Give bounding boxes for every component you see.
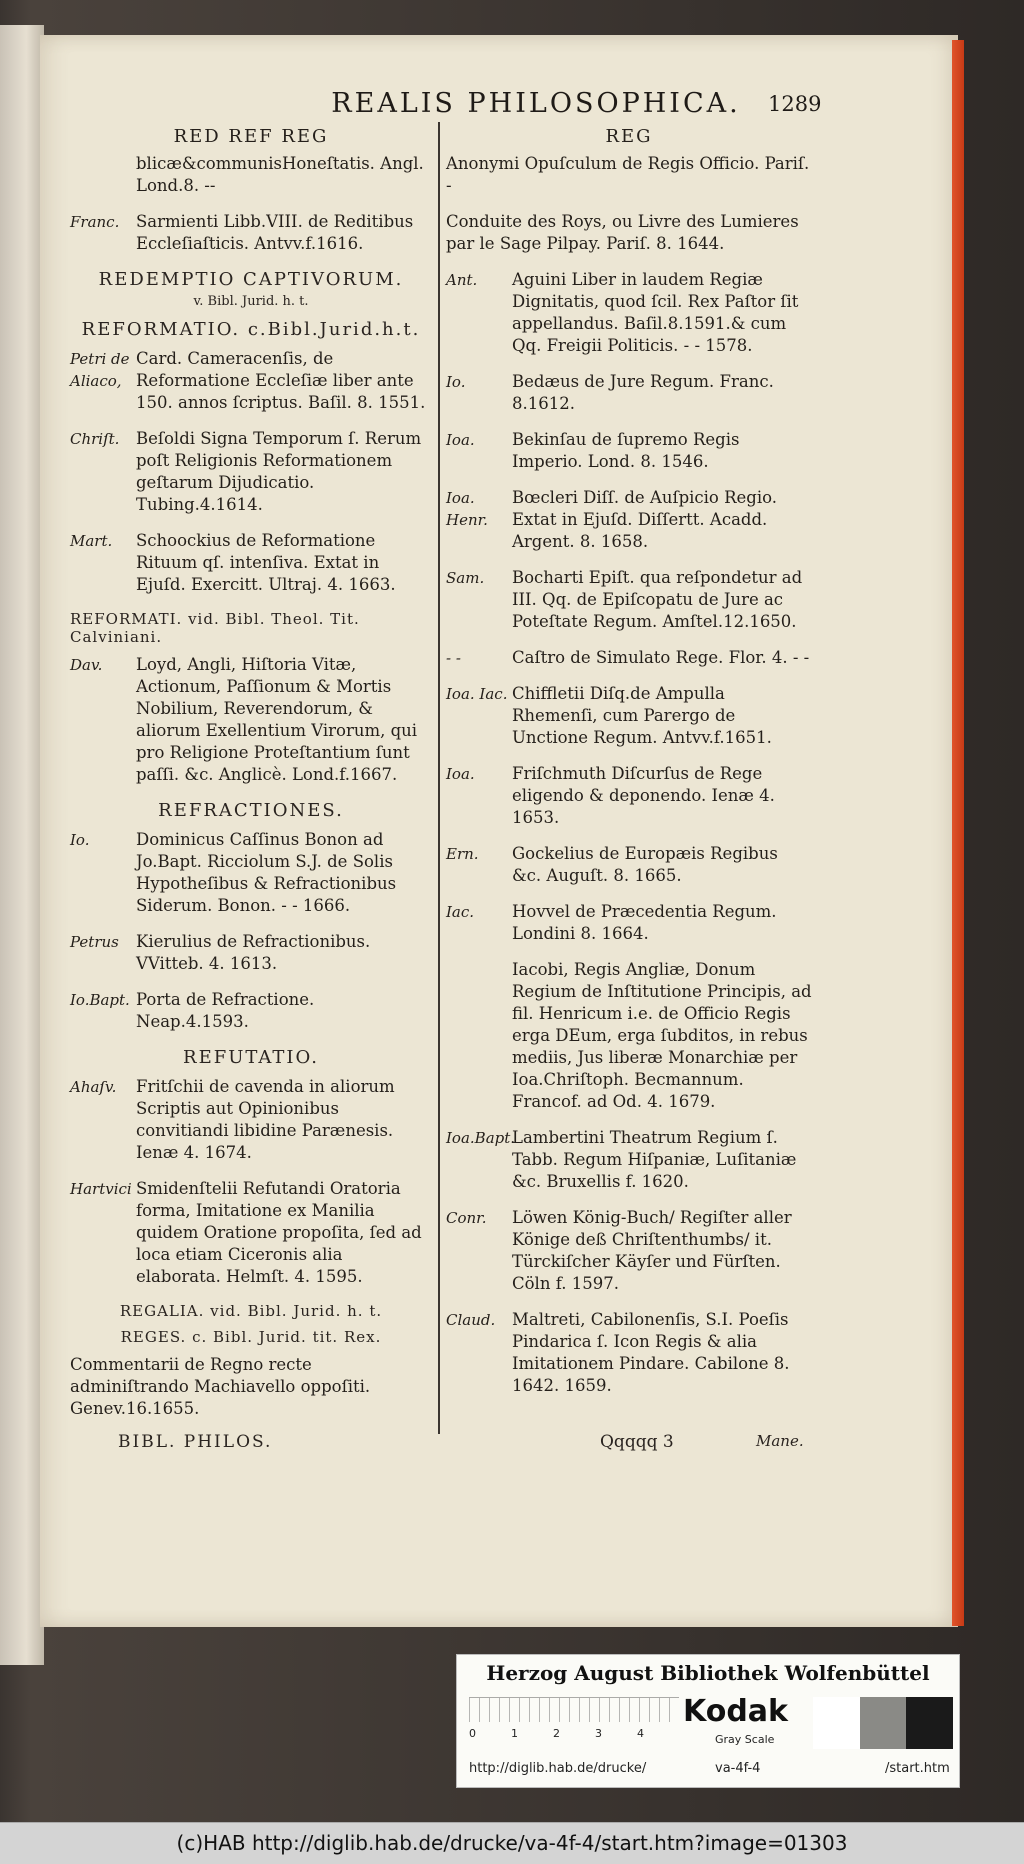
section-heading: REGES. c. Bibl. Jurid. tit. Rex.	[120, 1328, 382, 1346]
page-number: 1289	[768, 92, 822, 116]
bib-entry	[446, 567, 812, 633]
bib-entry	[446, 763, 812, 829]
bib-entry	[70, 931, 432, 975]
entry-text: Hovvel de Præcedentia Regum. Londini 8. 1664.	[512, 902, 777, 943]
section-heading: REFORMATI. vid. Bibl. Theol. Tit. Calviniani.	[70, 610, 360, 646]
gray-swatches	[813, 1697, 953, 1749]
entry-text: Maltreti, Cabilonenſis, S.I. Poeſis Pindarica ſ. Icon Regis & alia Imitationem Pindare. Cabilone 8. 1642. 1659.	[512, 1310, 790, 1395]
bib-entry	[70, 1178, 432, 1288]
section-subheading: v. Bibl. Jurid. h. t.	[193, 294, 309, 309]
section-heading: REGALIA. vid. Bibl. Jurid. h. t.	[119, 1302, 383, 1320]
entry-label: Hartvici	[70, 1180, 132, 1198]
ruler-number: 3	[595, 1727, 602, 1740]
entry-label: Ioa.	[446, 431, 475, 449]
bib-entry	[446, 1309, 812, 1397]
entry-text: Loyd, Angli, Hiſtoria Vitæ, Actionum, Paſſionum & Mortis Nobilium, Reverendorum, & aliorum Exellentium Virorum, qui pro Religione Proteſtantium ſunt paſſi. &c. Anglicè. Lond.f.1667.	[136, 655, 418, 784]
bib-entry	[446, 487, 812, 553]
catchword: Mane.	[756, 1432, 804, 1450]
entry-label: Io.Bapt.	[70, 991, 130, 1009]
section-heading: REDEMPTIO CAPTIVORUM.	[98, 269, 404, 290]
entry-text: Schoockius de Reformatione Rituum qſ. intenſiva. Extat in Ejuſd. Exercitt. Ultraj. 4. 1663.	[136, 531, 396, 594]
bib-entry	[446, 1207, 812, 1295]
entry-text: Dominicus Caſſinus Bonon ad Jo.Bapt. Ricciolum S.J. de Solis Hypotheſibus & Refractionibus Siderum. Bonon. - - 1666.	[136, 830, 397, 915]
section-heading: REFUTATIO.	[183, 1047, 319, 1068]
entry-label: Ioa. Iac.	[446, 685, 508, 703]
entry-label: Petri de Aliaco,	[70, 350, 130, 390]
bib-entry	[70, 989, 432, 1033]
bib-entry	[446, 647, 812, 669]
entry-label: Io.	[70, 831, 90, 849]
entry-label: Claud.	[446, 1311, 496, 1329]
bib-entry: Conduite des Roys, ou Livre des Lumieres par le Sage Pilpay. Pariſ. 8. 1644.	[446, 212, 799, 253]
entry-text: Chiffletii Diſq.de Ampulla Rhemenſi, cum Parergo de Unctione Regum. Antvv.f.1651.	[512, 684, 772, 747]
entry-label: Io.	[446, 373, 466, 391]
entry-label: Mart.	[70, 532, 113, 550]
ruler-number: 4	[637, 1727, 644, 1740]
entry-text: Bekinſau de ſupremo Regis Imperio. Lond. 8. 1546.	[512, 430, 740, 471]
bib-entry: Commentarii de Regno recte adminiſtrando Machiavello oppoſiti. Genev.16.1655.	[70, 1355, 371, 1418]
bib-entry	[70, 428, 432, 516]
red-page-edge	[952, 40, 964, 1626]
entry-text: Bœcleri Diſſ. de Auſpicio Regio. Extat in Ejuſd. Diſſertt. Acadd. Argent. 8. 1658.	[512, 488, 778, 551]
bib-entry	[70, 348, 432, 414]
bib-entry	[70, 654, 432, 786]
ruler-number: 1	[511, 1727, 518, 1740]
entry-text: Sarmienti Libb.VIII. de Reditibus Eccleſiaſticis. Antvv.f.1616.	[136, 212, 414, 253]
swatch-white	[813, 1697, 860, 1749]
entry-text: Fritſchii de cavenda in aliorum Scriptis aut Opinionibus convitiandi libidine Parænesis. Ienæ 4. 1674.	[136, 1077, 395, 1162]
entry-label: - -	[446, 649, 461, 667]
entry-text: Smidenſtelii Refutandi Oratoria forma, Imitatione ex Manilia quidem Oratione propoſita, ſed ad loca etiam Ciceronis alia elaborata. Helmſt. 4. 1595.	[136, 1179, 422, 1286]
right-column-header: REG	[605, 126, 653, 147]
entry-label: Conr.	[446, 1209, 487, 1227]
swatch-black	[906, 1697, 953, 1749]
bib-entry	[446, 429, 812, 473]
bib-entry: Iacobi, Regis Angliæ, Donum Regium de Inſtitutione Principis, ad fil. Henricum i.e. de Officio Regis erga DEum, erga ſubditos, in rebus mediis, Jus liberæ Monarchiæ per Ioa.Chriſtoph. Becmannum. Francof. ad Od. 4. 1679.	[512, 960, 812, 1111]
bib-entry	[70, 530, 432, 596]
entry-label: Ioa.Bapt.	[446, 1129, 516, 1147]
left-column-header: RED REF REG	[173, 126, 329, 147]
facing-page-edge	[0, 25, 44, 1665]
bib-entry	[70, 829, 432, 917]
entry-text: Beſoldi Signa Temporum ſ. Rerum poſt Religionis Reformationem geſtarum Dijudicatio. Tubing.4.1614.	[136, 429, 422, 514]
bib-entry	[446, 683, 812, 749]
bib-entry	[446, 901, 812, 945]
entry-label: Ioa. Henr.	[446, 489, 488, 529]
section-heading: REFRACTIONES.	[158, 800, 344, 821]
bib-entry	[70, 1076, 432, 1164]
entry-text: Caſtro de Simulato Rege. Flor. 4. - -	[512, 648, 810, 667]
bib-entry	[446, 843, 812, 887]
bib-entry	[446, 1127, 812, 1193]
entry-text: Kierulius de Refractionibus. VVitteb. 4. 1613.	[136, 932, 371, 973]
continued-entry: blicæ&communisHoneſtatis. Angl. Lond.8. --	[136, 154, 424, 195]
column-divider	[438, 122, 440, 1434]
entry-label: Sam.	[446, 569, 485, 587]
entry-label: Ant.	[446, 271, 478, 289]
entry-label: Ahaſv.	[70, 1078, 117, 1096]
section-heading: REFORMATIO. c.Bibl.Jurid.h.t.	[81, 319, 421, 340]
bib-entry	[446, 371, 812, 415]
running-head: REALIS PHILOSOPHICA.	[331, 88, 741, 119]
bib-entry	[446, 269, 812, 357]
entry-text: Bocharti Epiſt. qua reſpondetur ad III. Qq. de Epiſcopatu de Jure ac Poteſtate Regum. Amſtel.12.1650.	[512, 568, 803, 631]
left-column	[70, 126, 432, 1434]
target-code: va-4f-4	[715, 1761, 761, 1776]
status-bar: (c)HAB http://diglib.hab.de/drucke/va-4f-4/start.htm?image=01303	[0, 1822, 1024, 1864]
entry-text: Löwen König-Buch/ Regiſter aller Könige deß Chriſtenthumbs/ it. Türckiſcher Käyſer und Fürſten. Cöln f. 1597.	[512, 1208, 792, 1293]
gray-scale-label: Gray Scale	[715, 1733, 775, 1746]
bib-entry	[70, 211, 432, 255]
entry-text: Gockelius de Europæis Regibus &c. Auguſt. 8. 1665.	[512, 844, 778, 885]
color-target-card	[456, 1654, 960, 1788]
entry-text: Card. Cameracenſis, de Reformatione Eccleſiæ liber ante 150. annos ſcriptus. Baſil. 8. 1551.	[136, 349, 426, 412]
entry-text: Bedæus de Jure Regum. Franc. 8.1612.	[512, 372, 774, 413]
ruler-number: 2	[553, 1727, 560, 1740]
signature-mark: Qqqqq 3	[600, 1432, 674, 1452]
entry-label: Petrus	[70, 933, 119, 951]
swatch-gray	[860, 1697, 907, 1749]
entry-label: Dav.	[70, 656, 103, 674]
entry-text: Aguini Liber in laudem Regiæ Dignitatis, quod ſcil. Rex Paſtor ſit appellandus. Baſil.8.1591.& cum Qq. Freigii Politicis. - - 1578.	[512, 270, 799, 355]
library-name: Herzog August Bibliothek Wolfenbüttel	[486, 1661, 930, 1685]
entry-text: Porta de Refractione. Neap.4.1593.	[136, 990, 315, 1031]
entry-text: Lambertini Theatrum Regium ſ. Tabb. Regum Hiſpaniæ, Luſitaniæ &c. Bruxellis f. 1620.	[512, 1128, 797, 1191]
target-start: /start.htm	[885, 1761, 950, 1776]
entry-label: Iac.	[446, 903, 475, 921]
entry-text: Friſchmuth Diſcurſus de Rege eligendo & deponendo. Ienæ 4. 1653.	[512, 764, 775, 827]
entry-label: Franc.	[70, 213, 120, 231]
right-column	[446, 126, 812, 1411]
footer-title: BIBL. PHILOS.	[118, 1432, 273, 1452]
bib-entry: Anonymi Opuſculum de Regis Officio. Pariſ. -	[446, 154, 810, 195]
entry-label: Ioa.	[446, 765, 475, 783]
target-url: http://diglib.hab.de/drucke/	[469, 1761, 647, 1776]
ruler-scale	[469, 1697, 679, 1722]
entry-label: Chriſt.	[70, 430, 120, 448]
kodak-logo: Kodak	[683, 1694, 788, 1729]
entry-label: Ern.	[446, 845, 479, 863]
ruler-number: 0	[469, 1727, 476, 1740]
